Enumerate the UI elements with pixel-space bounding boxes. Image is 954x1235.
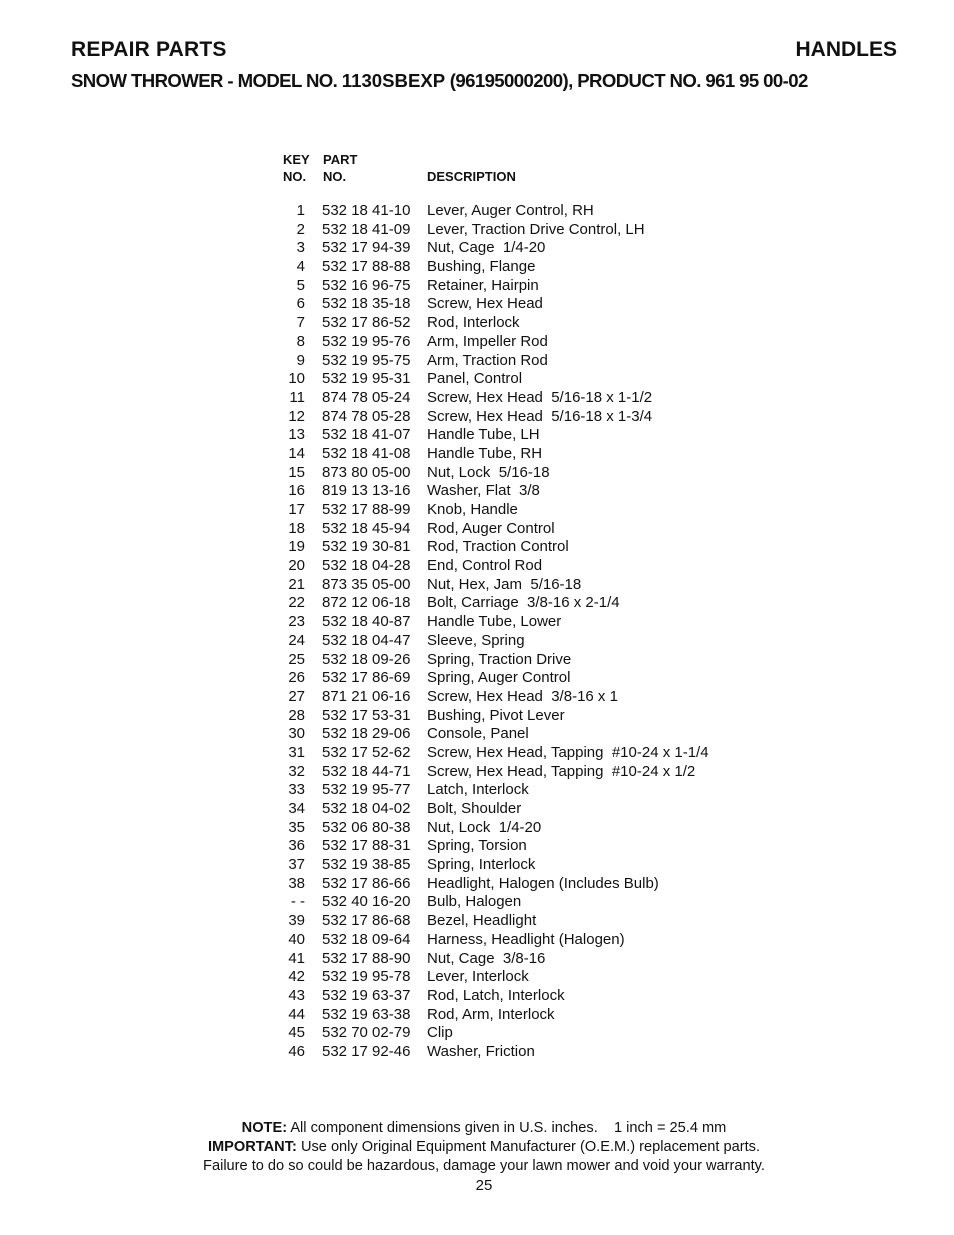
part-no: 532 19 38-85	[322, 856, 411, 874]
part-no: 532 18 44-71	[322, 762, 411, 780]
part-no: 532 19 95-75	[322, 351, 411, 369]
part-no: 532 17 92-46	[322, 1042, 411, 1060]
key-no: 14	[288, 444, 305, 462]
footer-notes	[0, 1119, 954, 1175]
key-no: 26	[288, 669, 305, 687]
part-no: 532 70 02-79	[322, 1024, 411, 1042]
key-header-line1: KEY	[283, 152, 310, 167]
key-no: 18	[288, 519, 305, 537]
note-text: All component dimensions given in U.S. inches. 1 inch = 25.4 mm	[290, 1120, 727, 1136]
part-no: 532 18 04-47	[322, 631, 411, 649]
part-no: 532 19 63-37	[322, 986, 411, 1004]
part-no: 874 78 05-24	[322, 388, 411, 406]
part-no: 871 21 06-16	[322, 687, 411, 705]
important-text: Use only Original Equipment Manufacturer (O.E.M.) replacement parts.	[300, 1138, 761, 1155]
key-no: 32	[288, 762, 305, 780]
description: Spring, Interlock	[427, 856, 536, 874]
section-title: REPAIR PARTS	[71, 38, 227, 61]
important-label: IMPORTANT:	[207, 1138, 297, 1155]
part-no: 532 18 09-26	[322, 650, 411, 668]
key-no: 43	[288, 986, 305, 1004]
description: Rod, Interlock	[427, 314, 520, 332]
key-no: 36	[288, 837, 305, 855]
description: Nut, Cage 3/8-16	[427, 949, 546, 967]
description: Knob, Handle	[427, 501, 518, 518]
key-no: 46	[288, 1042, 305, 1060]
key-no: 17	[288, 501, 305, 518]
key-no: 13	[288, 426, 305, 444]
part-no: 532 06 80-38	[322, 818, 411, 836]
note-label: NOTE:	[241, 1120, 288, 1136]
description: Nut, Cage 1/4-20	[427, 239, 546, 257]
key-no: 4	[296, 258, 305, 276]
key-no: 11	[289, 388, 305, 406]
part-no: 532 16 96-75	[322, 276, 411, 294]
part-no: 532 18 41-09	[322, 220, 411, 238]
key-no: 20	[288, 557, 305, 575]
description: Nut, Lock 1/4-20	[427, 818, 542, 836]
key-no: 9	[296, 351, 305, 369]
description: Rod, Traction Control	[427, 538, 569, 556]
description: Bushing, Flange	[427, 258, 536, 276]
description: Sleeve, Spring	[427, 631, 525, 649]
part-no: 532 19 95-77	[322, 781, 411, 799]
part-no: 532 17 86-68	[322, 912, 411, 930]
part-no: 532 18 40-87	[322, 613, 411, 631]
description: Screw, Hex Head, Tapping #10-24 x 1/2	[427, 762, 696, 780]
description: Bushing, Pivot Lever	[427, 706, 565, 724]
key-no: 3	[296, 239, 305, 257]
key-no: 40	[288, 930, 305, 948]
key-no: 1	[296, 202, 305, 219]
part-no: 532 17 94-39	[322, 239, 411, 257]
description: Spring, Auger Control	[427, 669, 571, 687]
description: Lever, Interlock	[427, 968, 529, 986]
description: Headlight, Halogen (Includes Bulb)	[427, 874, 659, 892]
part-no: 532 19 63-38	[322, 1005, 411, 1023]
description: Arm, Impeller Rod	[427, 332, 548, 350]
part-no: 532 17 88-99	[322, 501, 411, 518]
description: Screw, Hex Head 5/16-18 x 1-3/4	[427, 407, 653, 425]
description-header: DESCRIPTION	[427, 169, 516, 184]
part-no: 532 18 41-07	[322, 426, 411, 444]
part-no-header	[323, 151, 357, 185]
description: Spring, Torsion	[427, 837, 527, 855]
part-no: 532 17 88-88	[322, 258, 411, 276]
part-no: 532 17 52-62	[322, 743, 411, 761]
key-no: 27	[288, 687, 305, 705]
key-no-header	[283, 151, 310, 185]
part-no: 532 17 86-69	[322, 669, 411, 687]
part-header-line2: NO.	[323, 169, 347, 184]
part-no: 873 35 05-00	[322, 575, 411, 593]
description: Lever, Traction Drive Control, LH	[427, 220, 645, 238]
description: Rod, Arm, Interlock	[427, 1005, 555, 1023]
part-no: 532 17 86-52	[322, 314, 411, 332]
key-no: 19	[288, 538, 305, 556]
description: Washer, Friction	[427, 1042, 535, 1060]
part-no: 532 17 53-31	[322, 706, 411, 724]
key-no: 44	[288, 1005, 305, 1023]
part-no: 532 40 16-20	[322, 893, 411, 911]
part-no: 532 17 88-90	[322, 949, 411, 967]
subtitle-prefix: SNOW THROWER - MODEL NO.	[71, 70, 338, 91]
description: Rod, Latch, Interlock	[427, 986, 565, 1004]
description: Washer, Flat 3/8	[427, 482, 540, 500]
key-no: 41	[288, 949, 305, 967]
key-no: 6	[296, 295, 305, 313]
model-subtitle	[71, 70, 808, 92]
part-no: 532 18 41-08	[322, 444, 411, 462]
part-no: 532 18 35-18	[322, 295, 411, 313]
part-no: 532 17 88-31	[322, 837, 411, 855]
part-no: 532 18 09-64	[322, 930, 411, 948]
part-no: 532 18 29-06	[322, 725, 411, 743]
key-no: 10	[288, 370, 305, 388]
important-line	[0, 1138, 954, 1157]
key-no: 24	[288, 631, 305, 649]
description: Spring, Traction Drive	[427, 650, 572, 668]
key-no: 37	[288, 856, 305, 874]
key-no: 23	[288, 613, 305, 631]
description: Retainer, Hairpin	[427, 276, 539, 294]
key-no: 34	[288, 800, 305, 817]
note-line	[0, 1119, 954, 1138]
description: Handle Tube, RH	[427, 444, 543, 462]
key-no: 8	[296, 332, 305, 350]
part-no: 532 19 30-81	[322, 538, 411, 556]
part-no: 532 17 86-66	[322, 874, 411, 892]
description: Screw, Hex Head 3/8-16 x 1	[427, 687, 618, 705]
description: Bezel, Headlight	[427, 912, 537, 930]
key-no: 25	[288, 650, 305, 668]
key-no: 35	[288, 818, 305, 836]
key-no: 30	[288, 725, 305, 743]
key-no: 38	[288, 874, 305, 892]
subtitle-suffix: (96195000200), PRODUCT NO. 961 95 00-02	[449, 70, 808, 91]
description: Lever, Auger Control, RH	[427, 202, 594, 219]
key-no: - -	[290, 893, 305, 911]
description: Clip	[427, 1024, 453, 1042]
warning-line: Failure to do so could be hazardous, damage your lawn mower and void your warranty.	[203, 1157, 765, 1174]
part-no: 872 12 06-18	[322, 594, 411, 612]
key-no: 7	[296, 314, 305, 332]
description: Harness, Headlight (Halogen)	[427, 930, 625, 948]
key-no: 5	[296, 276, 305, 294]
part-no: 532 18 04-02	[322, 800, 411, 817]
key-no: 15	[288, 463, 305, 481]
part-no: 532 18 41-10	[322, 202, 411, 219]
description: Screw, Hex Head, Tapping #10-24 x 1-1/4	[427, 743, 709, 761]
part-no: 532 18 45-94	[322, 519, 411, 537]
description: Bolt, Carriage 3/8-16 x 2-1/4	[427, 594, 620, 612]
key-no: 39	[288, 912, 305, 930]
part-no: 532 19 95-31	[322, 370, 411, 388]
description: Rod, Auger Control	[427, 519, 555, 537]
key-no: 42	[288, 968, 305, 986]
description: Bolt, Shoulder	[427, 800, 522, 817]
description: Nut, Lock 5/16-18	[427, 463, 550, 481]
key-no: 22	[288, 594, 305, 612]
key-no: 31	[288, 743, 305, 761]
part-no: 532 18 04-28	[322, 557, 411, 575]
key-no: 12	[288, 407, 305, 425]
part-no: 819 13 13-16	[322, 482, 411, 500]
description: End, Control Rod	[427, 557, 543, 575]
description: Arm, Traction Rod	[427, 351, 548, 369]
description: Console, Panel	[427, 725, 529, 743]
key-no: 33	[288, 781, 305, 799]
description: Nut, Hex, Jam 5/16-18	[427, 575, 582, 593]
key-no: 2	[296, 220, 305, 238]
description: Panel, Control	[427, 370, 523, 388]
page-number: 25	[475, 1177, 493, 1194]
key-no: 21	[288, 575, 305, 593]
part-no: 532 19 95-76	[322, 332, 411, 350]
part-no: 873 80 05-00	[322, 463, 411, 481]
part-header-line1: PART	[323, 152, 358, 167]
key-no: 16	[288, 482, 305, 500]
description: Handle Tube, Lower	[427, 613, 562, 631]
key-no: 45	[288, 1024, 305, 1042]
key-header-line2: NO.	[283, 169, 307, 184]
part-no: 532 19 95-78	[322, 968, 411, 986]
model-number: 1130SBEXP	[341, 70, 446, 91]
page-heading: HANDLES	[795, 38, 897, 61]
key-no: 28	[288, 706, 305, 724]
description: Screw, Hex Head 5/16-18 x 1-1/2	[427, 388, 653, 406]
description: Latch, Interlock	[427, 781, 529, 799]
description: Handle Tube, LH	[427, 426, 540, 444]
description: Bulb, Halogen	[427, 893, 522, 911]
part-no: 874 78 05-28	[322, 407, 411, 425]
description: Screw, Hex Head	[427, 295, 543, 313]
